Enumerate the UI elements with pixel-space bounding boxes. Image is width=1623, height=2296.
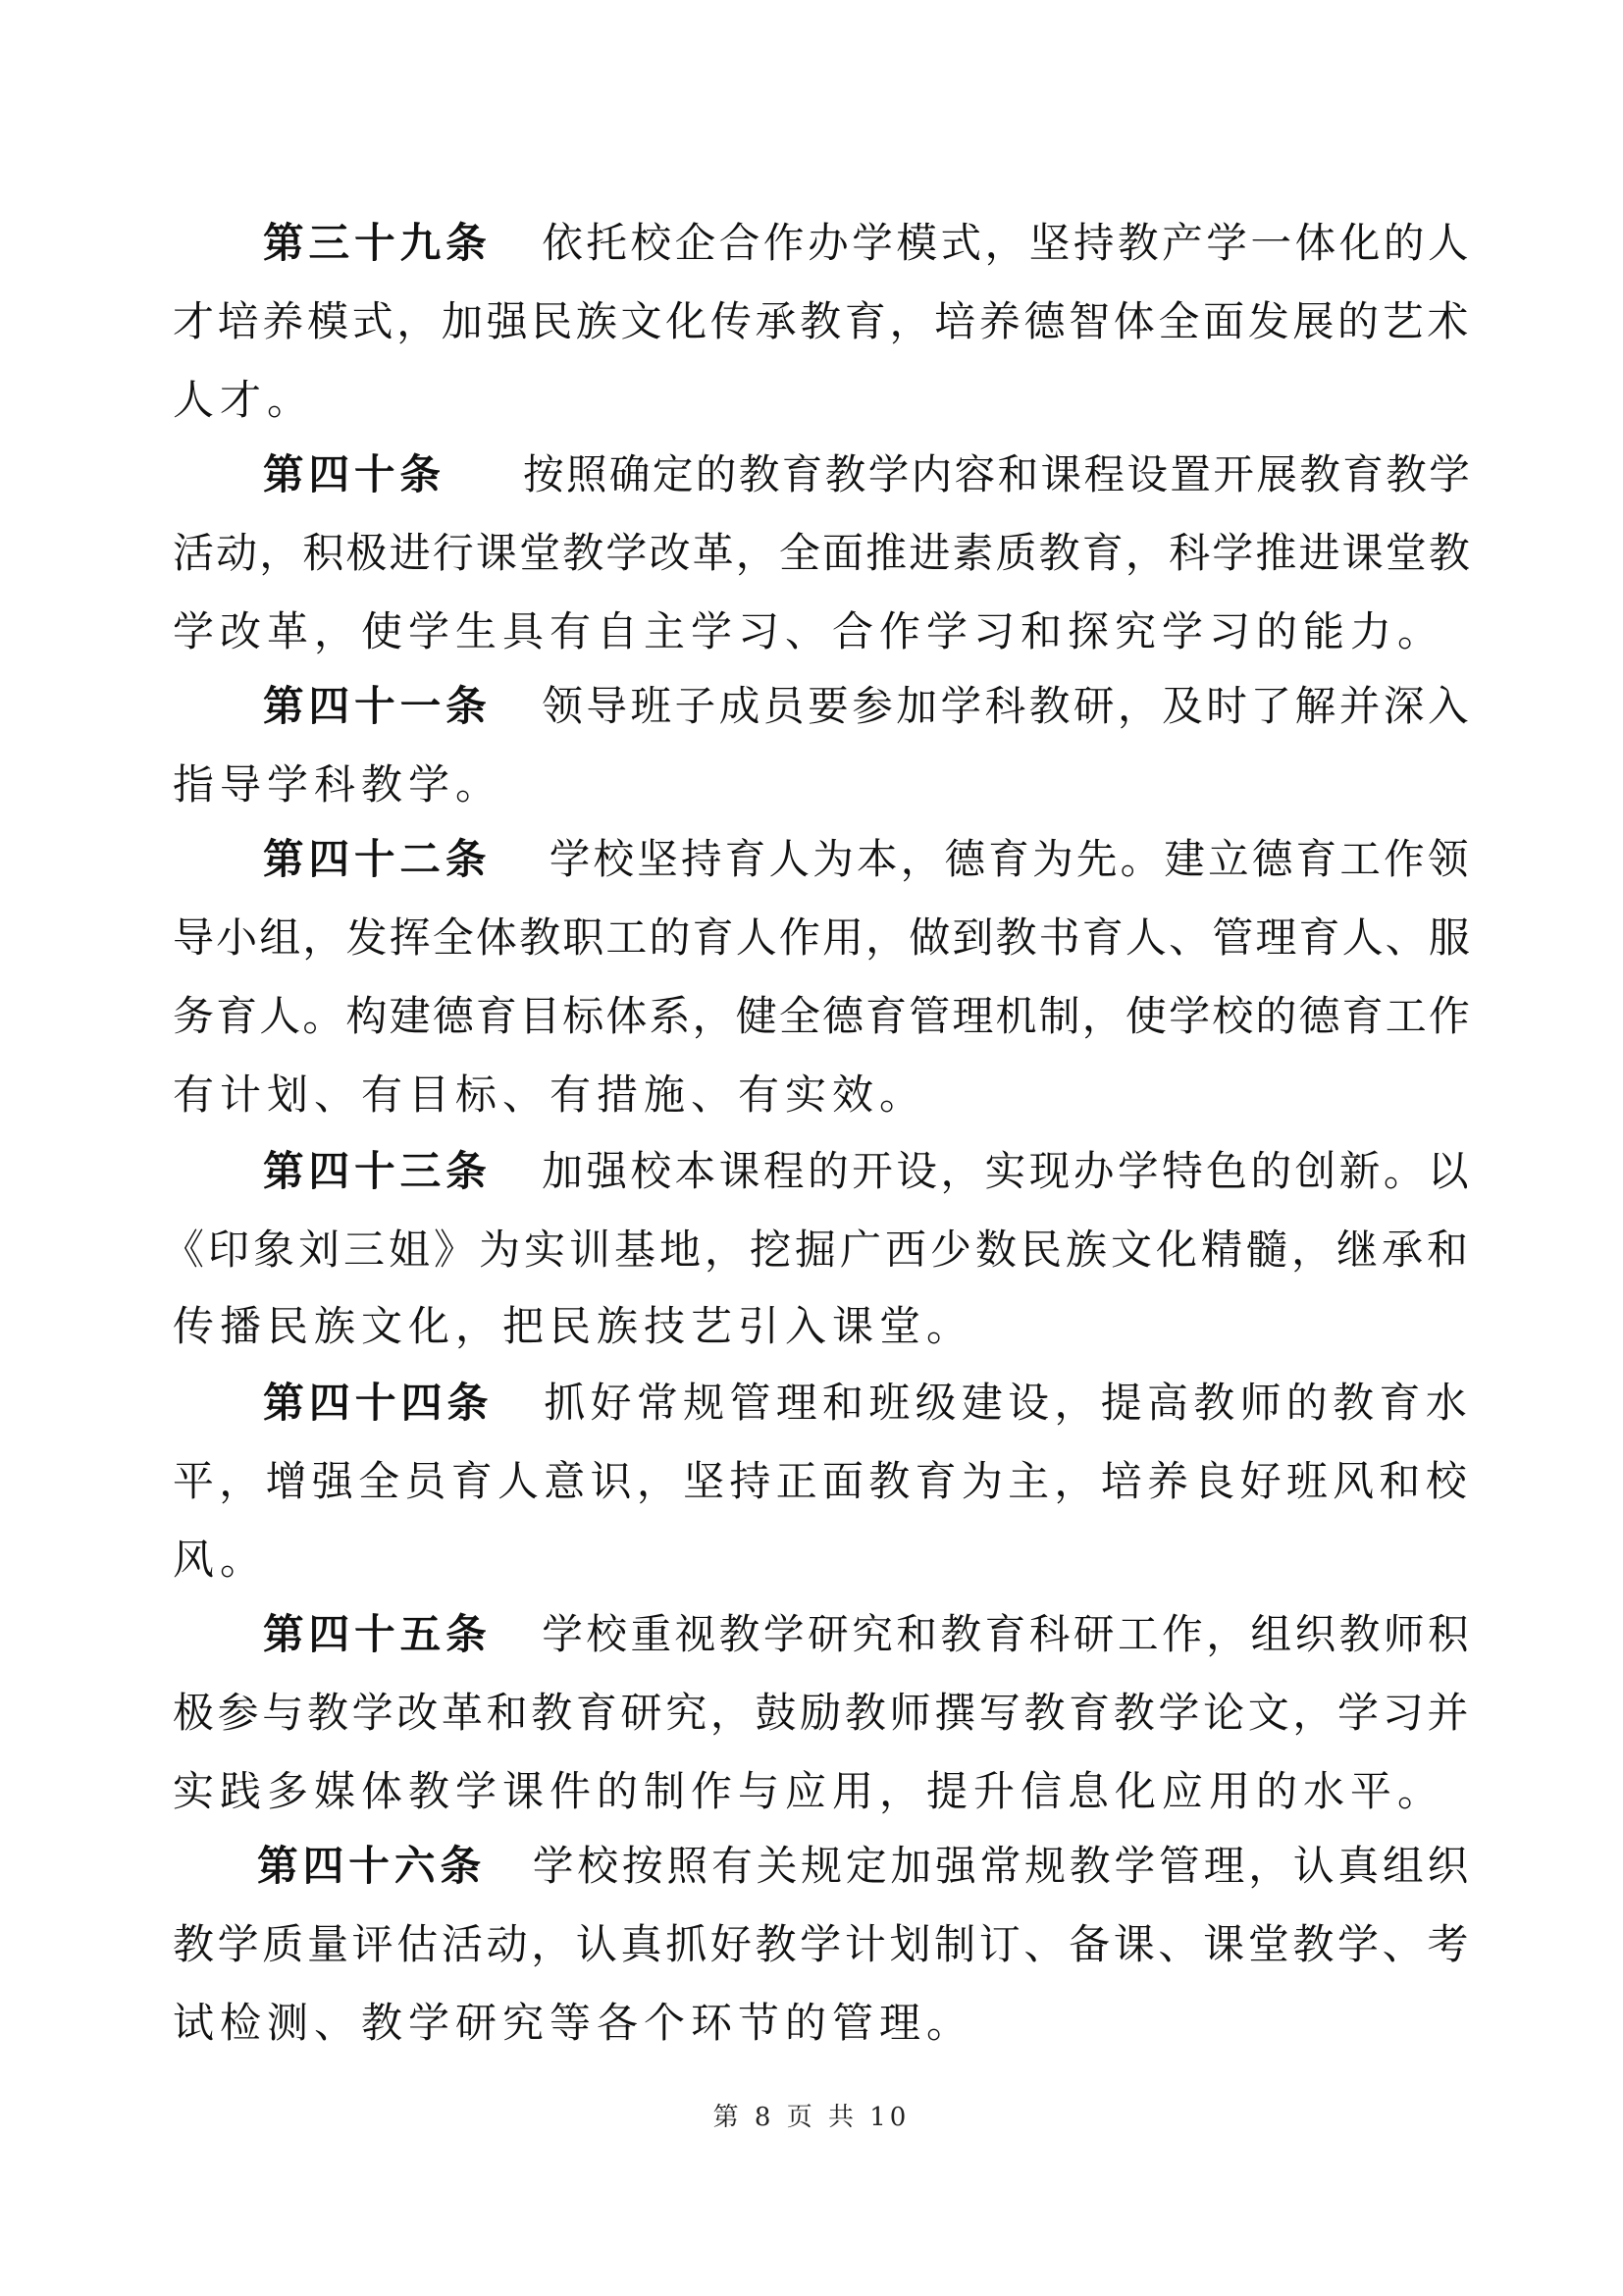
article-40-line-2: 活动，积极进行课堂教学改革，全面推进素质教育，科学推进课堂教 [173,529,1473,577]
article-40-text-1: 按照确定的教育教学内容和课程设置开展教育教学 [523,450,1473,498]
article-42-title: 第四十二条 [263,835,492,883]
article-43-title: 第四十三条 [263,1147,492,1195]
article-46-title: 第四十六条 [257,1842,487,1890]
article-45-line-2: 极参与教学改革和教育研究，鼓励教师撰写教育教学论文，学习并 [173,1689,1473,1737]
article-41-text-1: 领导班子成员要参加学科教研，及时了解并深入 [542,682,1473,730]
article-39-text-1: 依托校企合作办学模式，坚持教产学一体化的人 [542,219,1473,267]
article-39-title: 第三十九条 [263,219,492,267]
article-44-line-1 [263,1378,1472,1429]
article-46-text-1: 学校按照有关规定加强常规教学管理，认真组织 [532,1842,1473,1890]
article-44-title: 第四十四条 [263,1379,494,1427]
article-43-line-3: 传播民族文化，把民族技艺引入课堂。 [173,1302,974,1350]
article-43-line-1 [263,1146,1472,1197]
article-39-line-2: 才培养模式，加强民族文化传承教育，培养德智体全面发展的艺术 [173,297,1473,345]
article-42-line-3: 务育人。构建德育目标体系，健全德育管理机制，使学校的德育工作 [173,992,1473,1040]
article-40-title: 第四十条 [263,450,445,498]
article-44-line-3: 风。 [173,1536,268,1584]
article-40-line-1 [263,449,1472,500]
article-45-title: 第四十五条 [263,1610,492,1658]
article-41-title: 第四十一条 [263,682,492,730]
article-42-line-1 [263,834,1472,885]
article-46-line-1 [257,1841,1472,1892]
article-44-line-2: 平，增强全员育人意识，坚持正面教育为主，培养良好班风和校 [173,1457,1473,1505]
article-42-line-4: 有计划、有目标、有措施、有实效。 [173,1070,927,1119]
page-number-footer: 第 8 页 共 10 [712,2103,911,2132]
article-43-line-2: 《印象刘三姐》为实训基地，挖掘广西少数民族文化精髓，继承和 [163,1226,1473,1274]
article-45-text-1: 学校重视教学研究和教育科研工作，组织教师积 [542,1610,1473,1658]
article-41-line-1 [263,681,1472,732]
article-42-text-1: 学校坚持育人为本，德育为先。建立德育工作领 [549,835,1472,883]
article-41-line-2: 指导学科教学。 [173,760,503,809]
article-43-text-1: 加强校本课程的开设，实现办学特色的创新。以 [542,1147,1473,1195]
article-42-line-2: 导小组，发挥全体教职工的育人作用，做到教书育人、管理育人、服 [173,913,1473,962]
article-40-line-3: 学改革，使学生具有自主学习、合作学习和探究学习的能力。 [173,607,1445,655]
article-44-text-1: 抓好常规管理和班级建设，提高教师的教育水 [544,1379,1473,1427]
article-46-line-2: 教学质量评估活动，认真抓好教学计划制订、备课、课堂教学、考 [173,1920,1473,1968]
article-39-line-1 [263,218,1472,269]
article-45-line-3: 实践多媒体教学课件的制作与应用，提升信息化应用的水平。 [173,1767,1445,1815]
article-39-line-3: 人才。 [173,376,315,424]
article-46-line-3: 试检测、教学研究等各个环节的管理。 [173,1999,974,2047]
article-45-line-1 [263,1609,1472,1660]
